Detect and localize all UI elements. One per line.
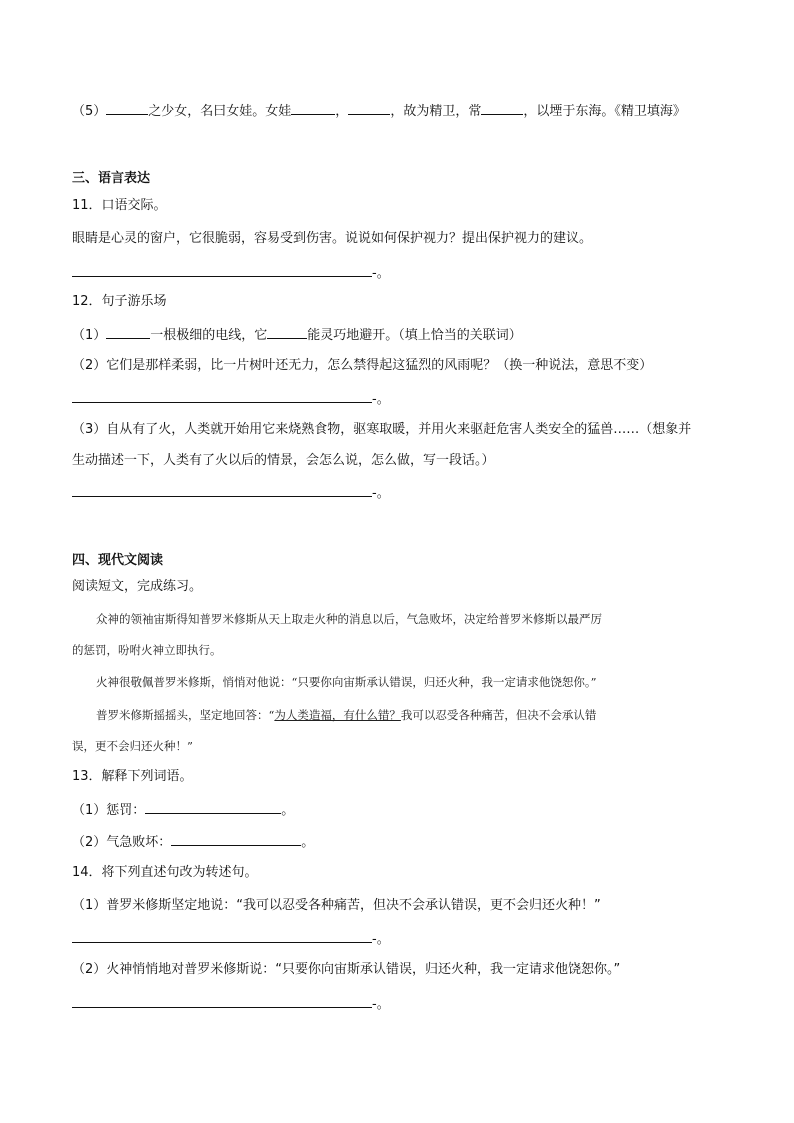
answer-tail: -。 bbox=[372, 266, 390, 281]
answer-tail: -。 bbox=[372, 997, 390, 1012]
question-12-title: 12．句子游乐场 bbox=[72, 294, 167, 309]
underlined-sentence: 为人类造福，有什么错？ bbox=[274, 708, 401, 722]
fill-blank[interactable] bbox=[171, 831, 301, 846]
answer-tail: -。 bbox=[372, 932, 390, 947]
answer-line[interactable] bbox=[72, 993, 390, 1015]
answer-tail: -。 bbox=[372, 392, 390, 407]
passage-paragraph-1-cont: 的惩罚，吩咐火神立即执行。 bbox=[72, 643, 222, 657]
fill-blank[interactable] bbox=[348, 100, 390, 115]
answer-line[interactable] bbox=[72, 928, 390, 950]
question-12-1 bbox=[72, 324, 522, 346]
reading-intro: 阅读短文，完成练习。 bbox=[72, 579, 203, 594]
question-12-2: （2）它们是那样柔弱，比一片树叶还无力，怎么禁得起这猛烈的风雨呢？（换一种说法，意思不变） bbox=[72, 358, 653, 373]
answer-line[interactable] bbox=[72, 482, 390, 504]
passage-text: 众神的领袖宙斯得知普罗米修斯从天上取走火种的消息以后，气急败坏，决定给普罗米修斯以最严厉 bbox=[96, 612, 602, 626]
question-14-title: 14．将下列直述句改为转述句。 bbox=[72, 865, 258, 880]
fill-blank[interactable] bbox=[106, 100, 148, 115]
question-text: 能灵巧地避开。（填上恰当的关联词） bbox=[307, 328, 522, 343]
fill-blank[interactable] bbox=[481, 100, 523, 115]
fill-blank[interactable] bbox=[267, 324, 307, 339]
question-11-prompt: 眼睛是心灵的窗户，它很脆弱，容易受到伤害。说说如何保护视力？提出保护视力的建议。 bbox=[72, 231, 593, 246]
fill-blank[interactable] bbox=[106, 324, 150, 339]
question-11-title: 11．口语交际。 bbox=[72, 198, 167, 213]
passage-text: 普罗米修斯摇摇头，坚定地回答：“ bbox=[96, 708, 275, 722]
question-14-2: （2）火神悄悄地对普罗米修斯说：“只要你向宙斯承认错误，归还火种，我一定请求他饶恕你。” bbox=[72, 962, 621, 977]
answer-tail: -。 bbox=[372, 486, 390, 501]
passage-paragraph-2: 火神很敬佩普罗米修斯，悄悄对他说：“只要你向宙斯承认错误，归还火种，我一定请求他饶恕你。” bbox=[96, 675, 597, 689]
passage-paragraph-1 bbox=[72, 609, 722, 629]
question-text: ，故为精卫，常 bbox=[390, 104, 482, 119]
question-number: （5） bbox=[72, 104, 107, 119]
question-text: ， bbox=[335, 104, 349, 119]
question-13-2 bbox=[72, 831, 314, 853]
question-text: 之少女，名曰女娃。女娃 bbox=[148, 104, 292, 119]
passage-paragraph-3 bbox=[72, 705, 722, 725]
answer-line[interactable] bbox=[72, 262, 390, 284]
question-number: （1） bbox=[72, 328, 107, 343]
question-text: （1）惩罚： bbox=[72, 803, 146, 818]
question-text: ，以堙于东海。《精卫填海》 bbox=[523, 104, 686, 119]
passage-text: 我可以忍受各种痛苦，但决不会承认错 bbox=[400, 708, 597, 722]
question-14-1: （1）普罗米修斯坚定地说：“我可以忍受各种痛苦，但决不会承认错误，更不会归还火种！” bbox=[72, 898, 601, 913]
question-12-3-line1: （3）自从有了火，人类就开始用它来烧熟食物，驱寒取暖，并用火来驱赶危害人类安全的猛兽……（想象并 bbox=[72, 422, 692, 437]
fill-blank[interactable] bbox=[291, 100, 335, 115]
fill-blank[interactable] bbox=[145, 799, 281, 814]
question-text: （2）气急败坏： bbox=[72, 835, 172, 850]
passage-paragraph-3-cont: 误，更不会归还火种！” bbox=[72, 739, 193, 753]
section-heading: 四、现代文阅读 bbox=[72, 553, 164, 568]
punctuation: 。 bbox=[281, 803, 295, 818]
punctuation: 。 bbox=[301, 835, 315, 850]
answer-line[interactable] bbox=[72, 388, 390, 410]
question-13-1 bbox=[72, 799, 294, 821]
question-13-title: 13．解释下列词语。 bbox=[72, 769, 193, 784]
question-12-3-line2: 生动描述一下，人类有了火以后的情景，会怎么说，怎么做，写一段话。） bbox=[72, 453, 495, 468]
section-heading: 三、语言表达 bbox=[72, 171, 151, 186]
question-5-line bbox=[72, 100, 686, 122]
question-text: 一根极细的电线，它 bbox=[150, 328, 268, 343]
